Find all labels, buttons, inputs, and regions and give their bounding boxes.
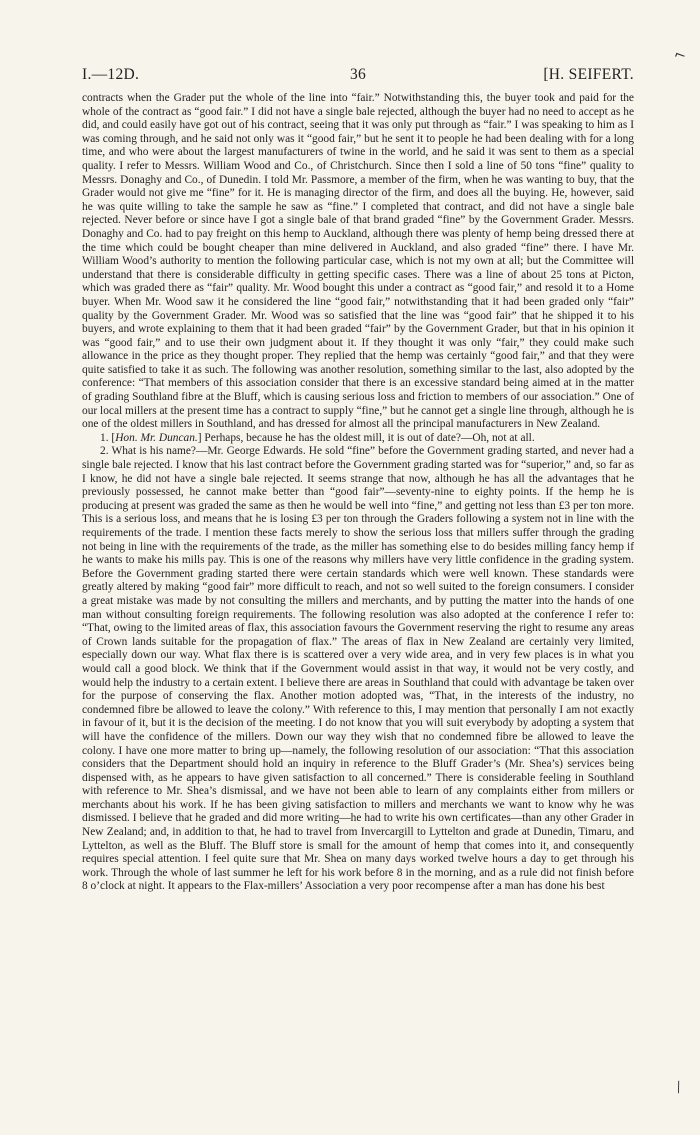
header-right: [H. SEIFERT. (543, 66, 634, 83)
header-left: I.—12D. (82, 66, 140, 83)
corner-mark-top: ⌐ (671, 46, 689, 66)
question-number: 2. (100, 445, 109, 458)
paragraph-text: contracts when the Grader put the whole of the line into “fair.” Notwithstanding this, the buyer took and paid for the whole of the contract as “good fair.” I did not have a single bale rejected, although the buyer had no need to accept as he did, and could easily have got out of his contract, seeing that it was only put through as “fair.” I was speaking to him as I was coming through, and he said not only was it “good fair,” but he sent it to people he had been dealing with for a long time, and who were about the largest manufacturers of twine in the world, and he said it was sent to them as a special quality. I refer to Messrs. William Wood and Co., of Christchurch. Since then I sold a line of 50 tons “fine” quality to Messrs. Donaghy and Co., of Dunedin. I told Mr. Passmore, a member of the firm, when he was wanting to buy, that the Grader would not give me “fine” for it. He is managing director of the firm, and does all the buying. He, however, said he was quite willing to take the sample he saw as “fine.” I completed that contract, and did not have a single bale rejected. Never before or since have I got a single bale of that brand graded “fine” by the Government Grader. Messrs. Donaghy and Co. had to pay freight on this hemp to Auckland, although there was plenty of hemp being dressed there at the time which could be bought cheaper than mine delivered in Auckland, and also graded “fine” there. I have Mr. William Wood’s authority to mention the following particular case, which is not my own at all; but the Committee will understand that there is considerable difficulty in getting specific cases. There was a line of about 25 tons at Picton, which was graded there as “fair” quality. Mr. Wood bought this under a contract as “good fair,” and resold it to a Home buyer. When Mr. Wood saw it he considered the line “good fair,” notwithstanding that it had been graded only “fair” quality by the Government Grader. Mr. Wood was so satisfied that the line was “good fair” that he shipped it to his buyers, and wrote explaining to them that it had been graded “fair” by the Government Grader, but that in his opinion it was “good fair,” and to use their own judgment about it. If they thought it was only “fair,” they could make such allowance in the price as they thought proper. They replied that the hemp was certainly “good fair,” and that they were quite satisfied to take it as such. The following was another resolution, something similar to the last, also adopted by the conference: “That members of this association consider that there is an excessive standard being aimed at in the matter of grading Southland fibre at the Bluff, which is causing serious loss and friction to members of our association.” One of our local millers at the present time has a contract to supply “fine,” but he cannot get a single line through, although he is one of the oldest millers in Southland, and has dressed for almost all the principal manufacturers in New Zealand. (82, 92, 634, 431)
paragraph: 1. [Hon. Mr. Duncan.] Perhaps, because he has the oldest mill, it is out of date?—Oh, not at all. (100, 431, 535, 444)
paragraph-text: ] Perhaps, because he has the oldest mill, it is out of date?—Oh, not at all. (197, 431, 535, 444)
body-text (82, 92, 634, 894)
corner-mark-bottom: ⁄ (674, 1080, 685, 1096)
page-number: 36 (349, 66, 367, 83)
paragraph (82, 445, 634, 894)
page-header (82, 66, 634, 86)
question-number: 1. (100, 431, 109, 444)
speaker-name: Hon. Mr. Duncan. (115, 431, 198, 444)
paragraph-text: What is his name?—Mr. George Edwards. He sold “fine” before the Government grading started, and never had a single bale rejected. I know that his last contract before the Government grading started was for “superior,” and, so far as I know, he did not have a single bale rejected. It seems strange that now, although he has all the advantages that he previously possessed, he cannot make better than “good fair”—seventy-nine to eighty points. If the hemp he is producing at present was graded the same as then he would be well into “fine,” and getting not less than £3 per ton more. This is a serious loss, and means that he is losing £3 per ton through the Graders following a system not in line with the requirements of the trade. I mention these facts merely to show the serious loss that millers suffer through the grading not being in line with the requirements of the trade, as the miller has something else to do besides milling fancy hemp if he wants to make his mills pay. This is one of the reasons why millers have very little confidence in the grading system. Before the Government grading started there were certain standards which were well known. These standards were greatly altered by making “good fair” more difficult to reach, and not so well suited to the foreign consumers. I consider a great mistake was made by not consulting the millers and merchants, and by putting the matter into the hands of one man without consulting foreign requirements. The following resolution was also adopted at the conference I refer to: “That, owing to the limited areas of flax, this association favours the Government reserving the right to resume any areas of Crown lands suitable for the propagation of flax.” The areas of flax in New Zealand are certainly very limited, especially down our way. What flax there is is scattered over a very wide area, and in very few places is in what you would call a good block. We think that if the Government would assist in that way, it would not be very costly, and would help the industry to a certain extent. I believe there are areas in Southland that could with advantage be taken over for the purpose of conserving the flax. Another motion adopted was, “That, in the interests of the industry, no condemned fibre be allowed to leave the colony.” With reference to this, I may mention that personally I am not exactly in favour of it, but it is the decision of the meeting. I do not know that you will suit everybody by adopting a system that will have the confidence of the millers. Down our way they wish that no condemned fibre be allowed to leave the colony. I have one more matter to bring up—namely, the following resolution of our association: “That this association considers that the Department should hold an inquiry in reference to the Bluff Grader’s (Mr. Shea’s) services being dispensed with, as he appears to have given satisfaction to all concerned.” There is considerable feeling in Southland with reference to Mr. Shea’s dismissal, and we have not been able to learn of any complaints either from millers or merchants about his work. If he has been giving satisfaction to millers and merchants we want to know why he was dismissed. I believe that he graded and did more writing—he had to write his own certificates—than any other Grader in New Zealand; and, in addition to that, he had to travel from Invercargill to Lyttelton and grade at Dunedin, Timaru, and Lyttelton, as well as the Bluff. The Bluff store is small for the amount of hemp that comes into it, and consequently requires special attention. I feel quite sure that Mr. Shea on many days worked twelve hours a day to get through his work. Through the whole of last summer he left for his work before 8 in the morning, and as a rule did not finish before 8 o’clock at night. It appears to the Flax-millers’ Association a very poor recompense after a man has done his best (82, 445, 634, 893)
paragraph (82, 92, 634, 432)
